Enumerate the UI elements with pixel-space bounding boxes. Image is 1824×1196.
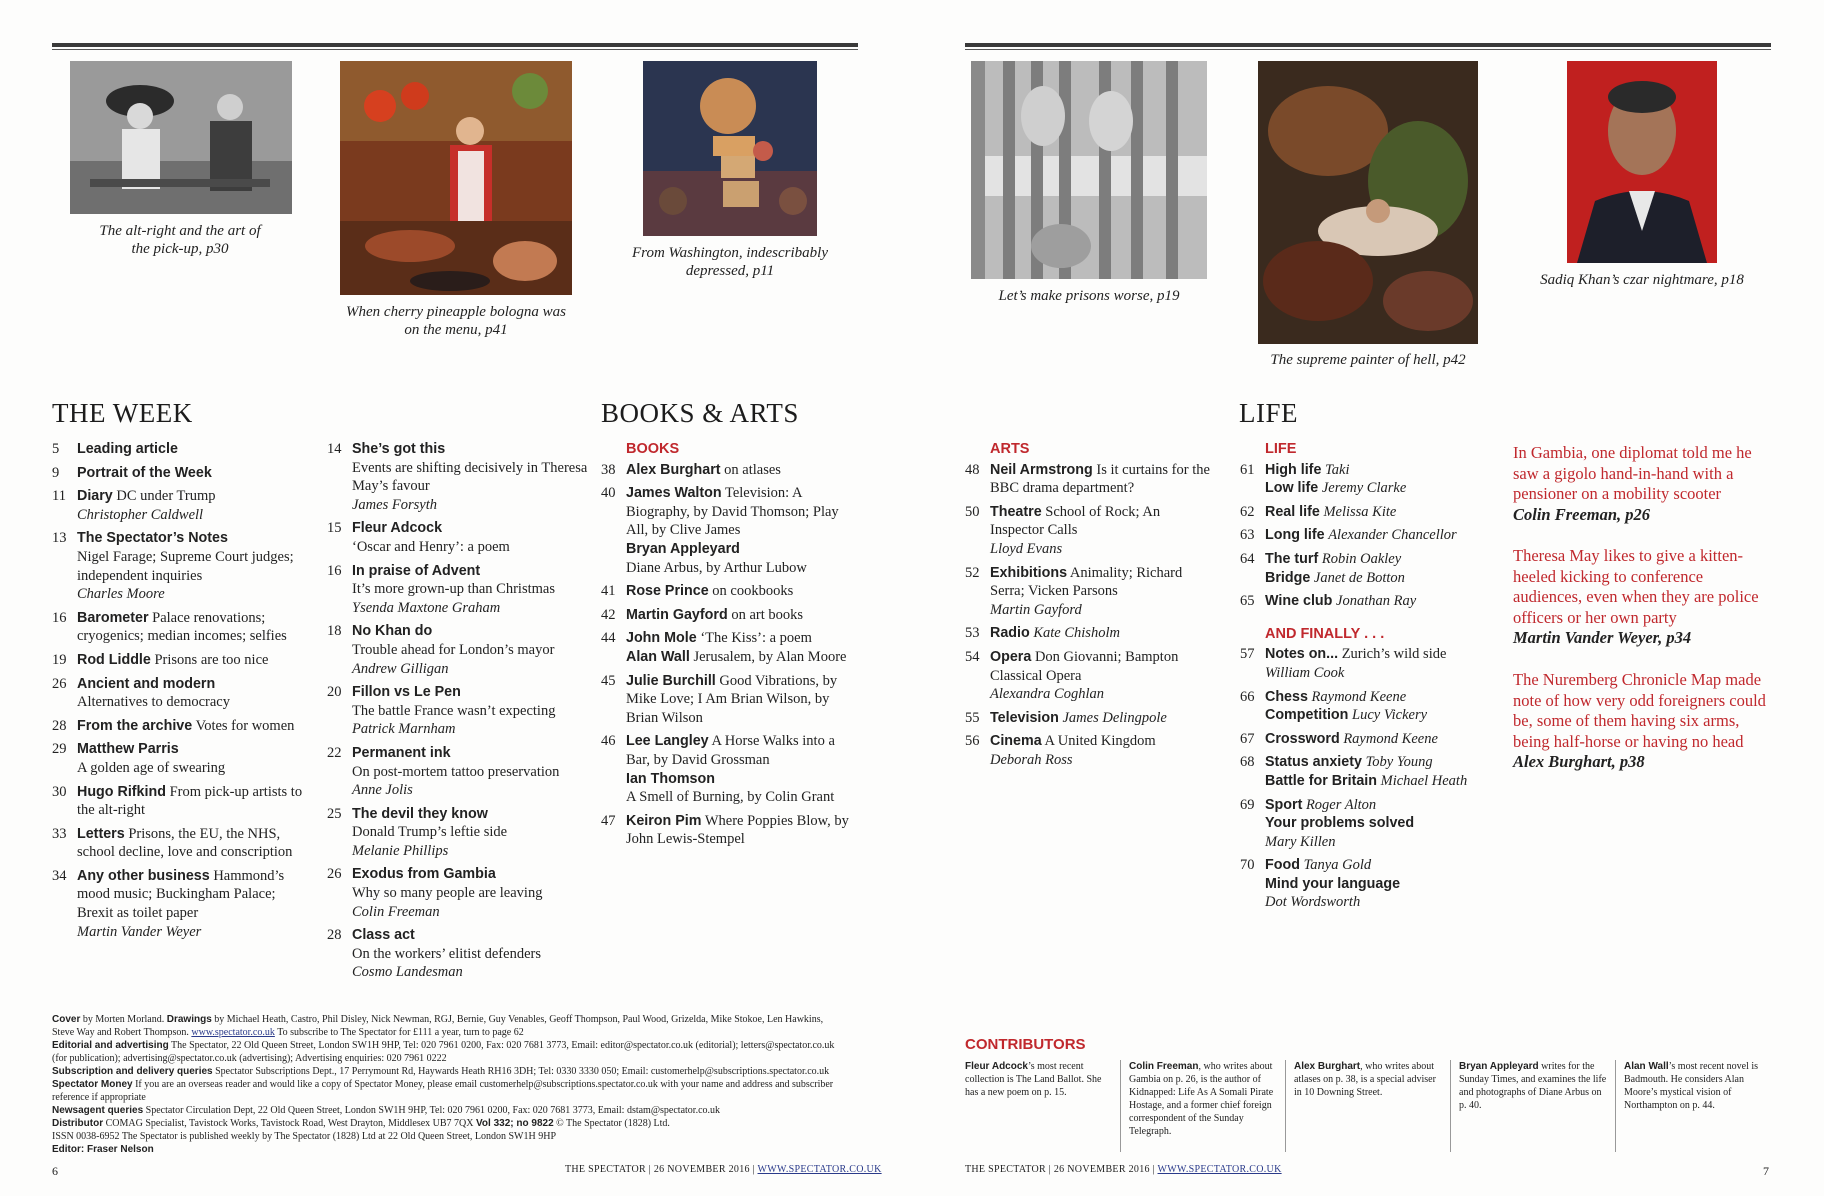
toc-entry[interactable]: 64 The turf Robin Oakley Bridge Janet de Botton <box>1240 550 1405 586</box>
masthead-footer-right: THE SPECTATOR | 26 NOVEMBER 2016 | WWW.SPECTATOR.CO.UK <box>965 1164 1282 1175</box>
toc-entry[interactable]: 48 Neil Armstrong Is it curtains for the BBC drama department? <box>965 461 1210 497</box>
toc-entry[interactable]: 47 Keiron Pim Where Poppies Blow, by John Lewis-Stempel <box>601 812 849 848</box>
toc-entry[interactable]: 46 Lee Langley A Horse Walks into a Bar, by David Grossman Ian Thomson A Smell of Burning, by Colin Grant <box>601 733 835 806</box>
toc-entry[interactable]: 61 High life Taki Low life Jeremy Clarke <box>1240 461 1407 497</box>
photo-washington-protest <box>643 61 817 236</box>
contributor-bio: Fleur Adcock’s most recent collection is The Land Ballot. She has a new poem on p. 15. <box>965 1061 1102 1098</box>
divider <box>1450 1060 1451 1152</box>
week-column-1 <box>52 440 314 946</box>
toc-entry[interactable]: 38 Alex Burghart on atlases <box>601 461 781 478</box>
section-heading-the-week: THE WEEK <box>52 398 193 428</box>
books-subheading: BOOKS <box>626 441 680 457</box>
photo-painter-of-hell <box>1258 61 1478 344</box>
toc-entry[interactable]: 70 Food Tanya Gold Mind your language Dot Wordsworth <box>1240 857 1401 911</box>
toc-entry[interactable]: 57 Notes on... Zurich’s wild side William Cook <box>1240 646 1447 681</box>
toc-entry[interactable]: 63 Long life Alexander Chancellor <box>1240 527 1457 544</box>
page-number-right: 7 <box>1763 1164 1770 1178</box>
pull-quote: The Nuremberg Chronicle Map made note of how very odd foreigners could be, some of them having six arms, being half-horse or having no head Alex Burghart, p38 <box>1513 670 1766 771</box>
toc-entry[interactable]: 34 Any other business Hammond’s mood music; Buckingham Palace; Brexit as toilet paper Martin Vander Weyer <box>52 867 285 940</box>
arts-column <box>965 440 1210 775</box>
section-heading-life: LIFE <box>1239 398 1298 428</box>
pull-quote: Theresa May likes to give a kitten-heeled kicking to conference audiences, even when they are police officers or her own party Martin Vander Weyer, p34 <box>1513 546 1759 647</box>
toc-entry[interactable]: 40 James Walton Television: A Biography, by David Thomson; Play All, by Clive James Bryan Appleyard Diane Arbus, by Arthur Lubow <box>601 485 839 576</box>
toc-entry[interactable]: 62 Real life Melissa Kite <box>1240 503 1397 520</box>
spectator-url-link[interactable]: WWW.SPECTATOR.CO.UK <box>757 1164 882 1175</box>
toc-entry[interactable]: 28 Class act On the workers’ elitist defenders Cosmo Landesman <box>327 927 541 981</box>
photo-sadiq-khan <box>1567 61 1717 263</box>
toc-entry[interactable]: 41 Rose Prince on cookbooks <box>601 583 794 600</box>
divider <box>1285 1060 1286 1152</box>
toc-entry[interactable]: 22 Permanent ink On post-mortem tattoo preservation Anne Jolis <box>327 744 560 799</box>
toc-entry[interactable]: 53 Radio Kate Chisholm <box>965 625 1120 642</box>
photo-prison-bars <box>971 61 1207 279</box>
spectator-url-link[interactable]: WWW.SPECTATOR.CO.UK <box>1157 1164 1282 1175</box>
top-rule-left <box>52 43 858 47</box>
toc-entry[interactable]: 26 Ancient and modern Alternatives to democracy <box>52 675 230 711</box>
toc-entry[interactable]: 13 The Spectator’s Notes Nigel Farage; Supreme Court judges; independent inquiries Charles Moore <box>52 530 294 603</box>
life-subheading: LIFE <box>1265 441 1297 457</box>
toc-entry[interactable]: 9 Portrait of the Week <box>52 464 212 481</box>
toc-entry[interactable]: 44 John Mole ‘The Kiss’: a poem Alan Wall Jerusalem, by Alan Moore <box>601 630 847 665</box>
top-rule-right <box>965 43 1771 47</box>
caption-sadiq-khan: Sadiq Khan’s czar nightmare, p18 <box>1540 272 1744 288</box>
toc-entry[interactable]: 50 Theatre School of Rock; An Inspector Calls Lloyd Evans <box>965 503 1161 557</box>
toc-entry[interactable]: 56 Cinema A United Kingdom Deborah Ross <box>965 733 1156 768</box>
toc-entry[interactable]: 30 Hugo Rifkind From pick-up artists to the alt-right <box>52 783 303 819</box>
toc-entry[interactable]: 67 Crossword Raymond Keene <box>1240 730 1438 747</box>
toc-entry[interactable]: 42 Martin Gayford on art books <box>601 606 803 623</box>
toc-entry[interactable]: 18 No Khan do Trouble ahead for London’s mayor Andrew Gilligan <box>327 623 555 677</box>
toc-entry[interactable]: 15 Fleur Adcock ‘Oscar and Henry’: a poem <box>327 520 510 555</box>
contributor-bio: Alan Wall’s most recent novel is Badmouth. He considers Alan Moore’s mystical vision of Northampton on p. 44. <box>1624 1061 1759 1111</box>
toc-entry[interactable]: 16 In praise of Advent It’s more grown-up than Christmas Ysenda Maxtone Graham <box>327 562 555 616</box>
toc-entry[interactable]: 45 Julie Burchill Good Vibrations, by Mike Love; I Am Brian Wilson, by Brian Wilson <box>601 672 838 726</box>
credits-block: Cover by Morten Morland. Drawings by Michael Heath, Castro, Phil Disley, Nick Newman, RGJ, Bernie, Guy Venables, Geoff Thompson, Paul Wood, Grizelda, Mike Stokoe, Len Hawkins, Steve Way and Robert Thompson. www.spectator.co.uk To subscribe to The Spectator for £111 a year, turn to page 62 Editorial and advertising The Spectator, 22 Old Queen Street, London SW1H 9HP, Tel: 020 7961 0200, Fax: 020 7681 3773, Email: editor@spectator.co.uk (editorial); letters@spectator.co.uk (for publication); advertising@spectator.co.uk (advertising); Advertising enquiries: 020 7961 0222 Subscription and delivery queries Spectator Subscriptions Dept., 17 Perrymount Rd, Haywards Heath RH16 3DH; Tel: 0330 3330 050; Email: customerhelp@subscriptions.spectator.co.uk Spectator Money If you are an overseas reader and would like a copy of Spectator Money, please email customerhelp@subscriptions.spectator.co.uk with your name and address and subscriber reference if appropriate Newsagent queries Spectator Circulation Dept, 22 Old Queen Street, London SW1H 9HP, Tel: 020 7961 0200, Fax: 020 7681 3773, Email: dstam@spectator.co.uk Distributor COMAG Specialist, Tavistock Works, Tavistock Road, West Drayton, Middlesex UB7 7QX Vol 332; no 9822 © The Spectator (1828) Ltd. ISSN 0038-6952 The Spectator is published weekly by The Spectator (1828) Ltd at 22 Old Queen Street, London SW1H 9HP Editor: Fraser Nelson <box>52 1014 835 1155</box>
pull-quote: In Gambia, one diplomat told me he saw a gigolo hand-in-hand with a pensioner on a mobility scooter Colin Freeman, p26 <box>1513 443 1752 524</box>
divider <box>1615 1060 1616 1152</box>
toc-entry[interactable]: 66 Chess Raymond Keene Competition Lucy Vickery <box>1240 688 1428 724</box>
toc-entry[interactable]: 33 Letters Prisons, the EU, the NHS, school decline, love and conscription <box>52 825 293 861</box>
toc-entry[interactable]: 69 Sport Roger Alton Your problems solved Mary Killen <box>1240 796 1415 850</box>
life-column <box>1240 440 1485 917</box>
toc-entry[interactable]: 5 Leading article <box>52 441 178 457</box>
toc-entry[interactable]: 20 Fillon vs Le Pen The battle France wasn’t expecting Patrick Marnham <box>327 684 556 738</box>
week-column-2 <box>327 440 589 987</box>
section-heading-books-arts: BOOKS & ARTS <box>601 398 799 428</box>
divider <box>1120 1060 1121 1152</box>
caption-bologna: When cherry pineapple bologna was on the menu, p41 <box>346 304 566 338</box>
toc-entry[interactable]: 14 She’s got this Events are shifting decisively in Theresa May’s favour James Forsyth <box>327 441 588 513</box>
toc-entry[interactable]: 29 Matthew Parris A golden age of swearing <box>52 741 226 776</box>
toc-entry[interactable]: 55 Television James Delingpole <box>965 709 1167 726</box>
toc-entry[interactable]: 28 From the archive Votes for women <box>52 717 295 734</box>
toc-entry[interactable]: 19 Rod Liddle Prisons are too nice <box>52 651 269 668</box>
toc-entry[interactable]: 25 The devil they know Donald Trump’s leftie side Melanie Phillips <box>327 805 508 859</box>
photo-alt-right <box>70 61 292 214</box>
contributor-bio: Colin Freeman, who writes about Gambia on p. 26, is the author of Kidnapped: Life As A Somali Pirate Hostage, and a former chief foreign correspondent of the Sunday Telegraph. <box>1129 1061 1274 1137</box>
masthead-footer-left: THE SPECTATOR | 26 NOVEMBER 2016 | WWW.SPECTATOR.CO.UK <box>565 1164 882 1175</box>
caption-washington: From Washington, indescribably depressed, p11 <box>632 245 828 279</box>
toc-entry[interactable]: 54 Opera Don Giovanni; Bampton Classical Opera Alexandra Coghlan <box>965 648 1179 703</box>
spectator-web-link[interactable]: www.spectator.co.uk <box>191 1027 275 1038</box>
page-number-left: 6 <box>52 1164 59 1178</box>
contributor-bio: Bryan Appleyard writes for the Sunday Times, and examines the life and photographs of Diane Arbus on p. 40. <box>1459 1061 1607 1111</box>
caption-prisons: Let’s make prisons worse, p19 <box>998 288 1180 304</box>
caption-painter-of-hell: The supreme painter of hell, p42 <box>1270 352 1466 368</box>
toc-entry[interactable]: 52 Exhibitions Animality; Richard Serra; Vicken Parsons Martin Gayford <box>965 564 1183 618</box>
contributors-heading: CONTRIBUTORS <box>965 1036 1086 1053</box>
contributor-bio: Alex Burghart, who writes about atlases on p. 38, is a special adviser in 10 Downing Street. <box>1294 1061 1436 1098</box>
toc-entry[interactable]: 11 Diary DC under Trump Christopher Caldwell <box>52 488 216 523</box>
toc-entry[interactable]: 68 Status anxiety Toby Young Battle for Britain Michael Heath <box>1240 754 1468 789</box>
caption-alt-right: The alt-right and the art of the pick-up, p30 <box>99 223 261 257</box>
toc-entry[interactable]: 26 Exodus from Gambia Why so many people are leaving Colin Freeman <box>327 866 543 920</box>
books-column <box>601 440 851 854</box>
arts-subheading: ARTS <box>990 441 1030 457</box>
and-finally-subheading: AND FINALLY . . . <box>1265 625 1385 642</box>
toc-entry[interactable]: 16 Barometer Palace renovations; cryogenics; median incomes; selfies <box>52 609 287 645</box>
photo-bologna-kitchen <box>340 61 572 295</box>
toc-entry[interactable]: 65 Wine club Jonathan Ray <box>1240 593 1417 610</box>
